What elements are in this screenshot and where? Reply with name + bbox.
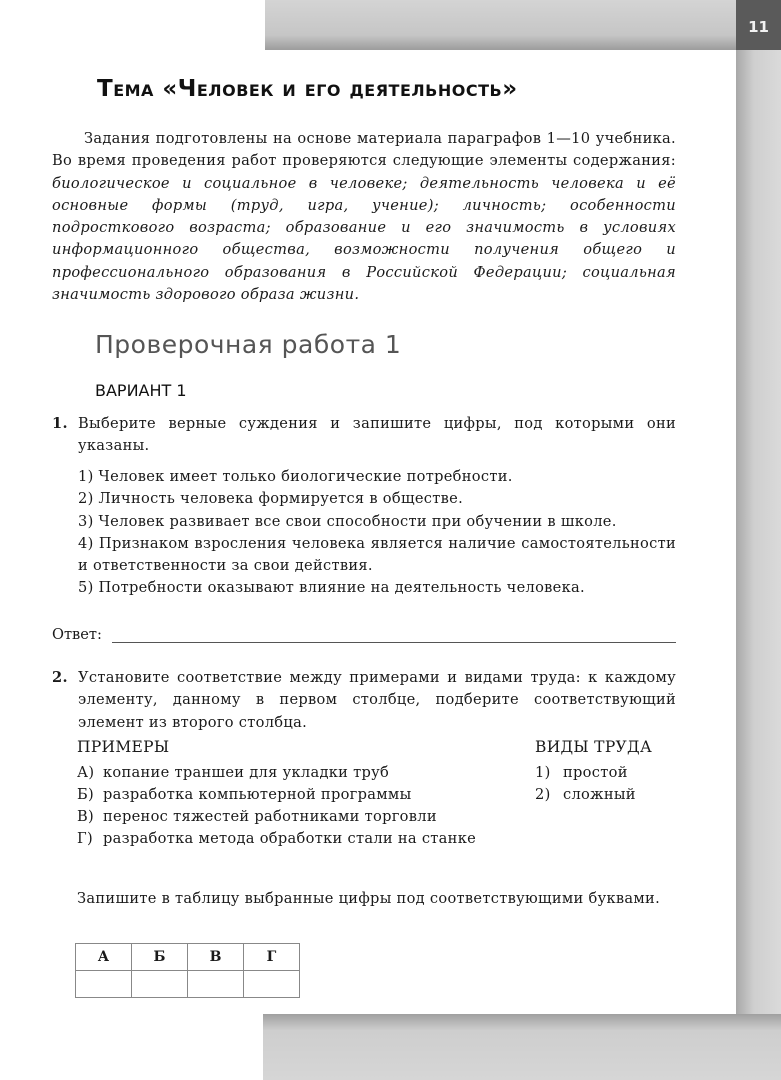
type-item — [535, 784, 636, 806]
example-label: Г) — [77, 830, 93, 847]
table-header-cell: А — [76, 944, 132, 971]
answer-table — [75, 943, 300, 998]
answer-cell[interactable] — [188, 971, 244, 998]
variant-heading: ВАРИАНТ 1 — [95, 381, 187, 400]
background-top — [265, 0, 781, 50]
topic-title: Тема «Человек и его деятельность» — [97, 76, 518, 102]
question-1 — [52, 413, 676, 458]
table-header-cell: В — [188, 944, 244, 971]
background-right — [736, 0, 781, 1080]
type-label: 2) — [535, 786, 551, 803]
question-text: Выберите верные суждения и запишите цифры, под которыми они указаны. — [78, 415, 676, 455]
table-instruction: Запишите в таблицу выбранные цифры под соответствующими буквами. — [77, 890, 661, 907]
answer-cell[interactable] — [244, 971, 300, 998]
page-number: 11 — [736, 0, 781, 50]
answer-line[interactable] — [112, 626, 676, 643]
option: 1) Человек имеет только биологические потребности. — [78, 468, 513, 485]
answer-label: Ответ: — [52, 626, 102, 643]
type-text: сложный — [563, 786, 636, 803]
question-2 — [52, 667, 676, 734]
question-number: 1. — [52, 415, 68, 432]
types-header: ВИДЫ ТРУДА — [535, 738, 652, 756]
example-text: разработка компьютерной программы — [103, 786, 412, 803]
type-label: 1) — [535, 764, 551, 781]
type-text: простой — [563, 764, 628, 781]
question-number: 2. — [52, 669, 68, 686]
answer-cell[interactable] — [132, 971, 188, 998]
intro-italic: биологическое и социальное в человеке; деятельность человека и её основные формы (труд, игра, учение); личность; особенности подросткового возраста; образование и его значимость в условиях информационного общества, возможности получения общего и профессионального образования в Российской Федерации; социальная значимость здорового образа жизни. — [52, 174, 676, 304]
example-label: А) — [77, 764, 95, 781]
intro-paragraph — [52, 128, 676, 306]
intro-plain: Задания подготовлены на основе материала параграфов 1—10 учебника. Во время проведения работ проверяются следующие элементы содержания: — [52, 130, 676, 170]
work-title: Проверочная работа 1 — [95, 330, 402, 359]
answer-row — [52, 626, 676, 643]
table-answer-row — [76, 971, 300, 998]
example-label: В) — [77, 808, 95, 825]
example-label: Б) — [77, 786, 95, 803]
example-item — [77, 806, 487, 828]
option: 2) Личность человека формируется в обществе. — [78, 490, 464, 508]
example-item — [77, 828, 487, 850]
option: 5) Потребности оказывают влияние на деятельность человека. — [78, 579, 585, 597]
type-item — [535, 762, 636, 784]
option: 4) Признаком взросления человека является наличие самостоятельности и ответственности за свои действия. — [78, 534, 676, 575]
examples-header: ПРИМЕРЫ — [77, 738, 170, 756]
example-item — [77, 762, 487, 784]
question-1-options — [78, 466, 676, 600]
table-header-row — [76, 944, 300, 971]
example-item — [77, 784, 487, 806]
option: 3) Человек развивает все свои способности при обучении в школе. — [78, 512, 617, 530]
question-text: Установите соответствие между примерами и видами труда: к каждому элементу, данному в первом столбце, подберите соответствующий элемент из второго столбца. — [78, 669, 676, 731]
example-text: разработка метода обработки стали на станке — [103, 830, 477, 847]
example-text: копание траншеи для укладки труб — [103, 764, 390, 781]
types-list — [535, 762, 636, 806]
answer-cell[interactable] — [76, 971, 132, 998]
background-bottom — [263, 1014, 781, 1080]
example-text: перенос тяжестей работниками торговли — [103, 808, 437, 825]
table-header-cell: Г — [244, 944, 300, 971]
table-header-cell: Б — [132, 944, 188, 971]
examples-list — [77, 762, 487, 850]
